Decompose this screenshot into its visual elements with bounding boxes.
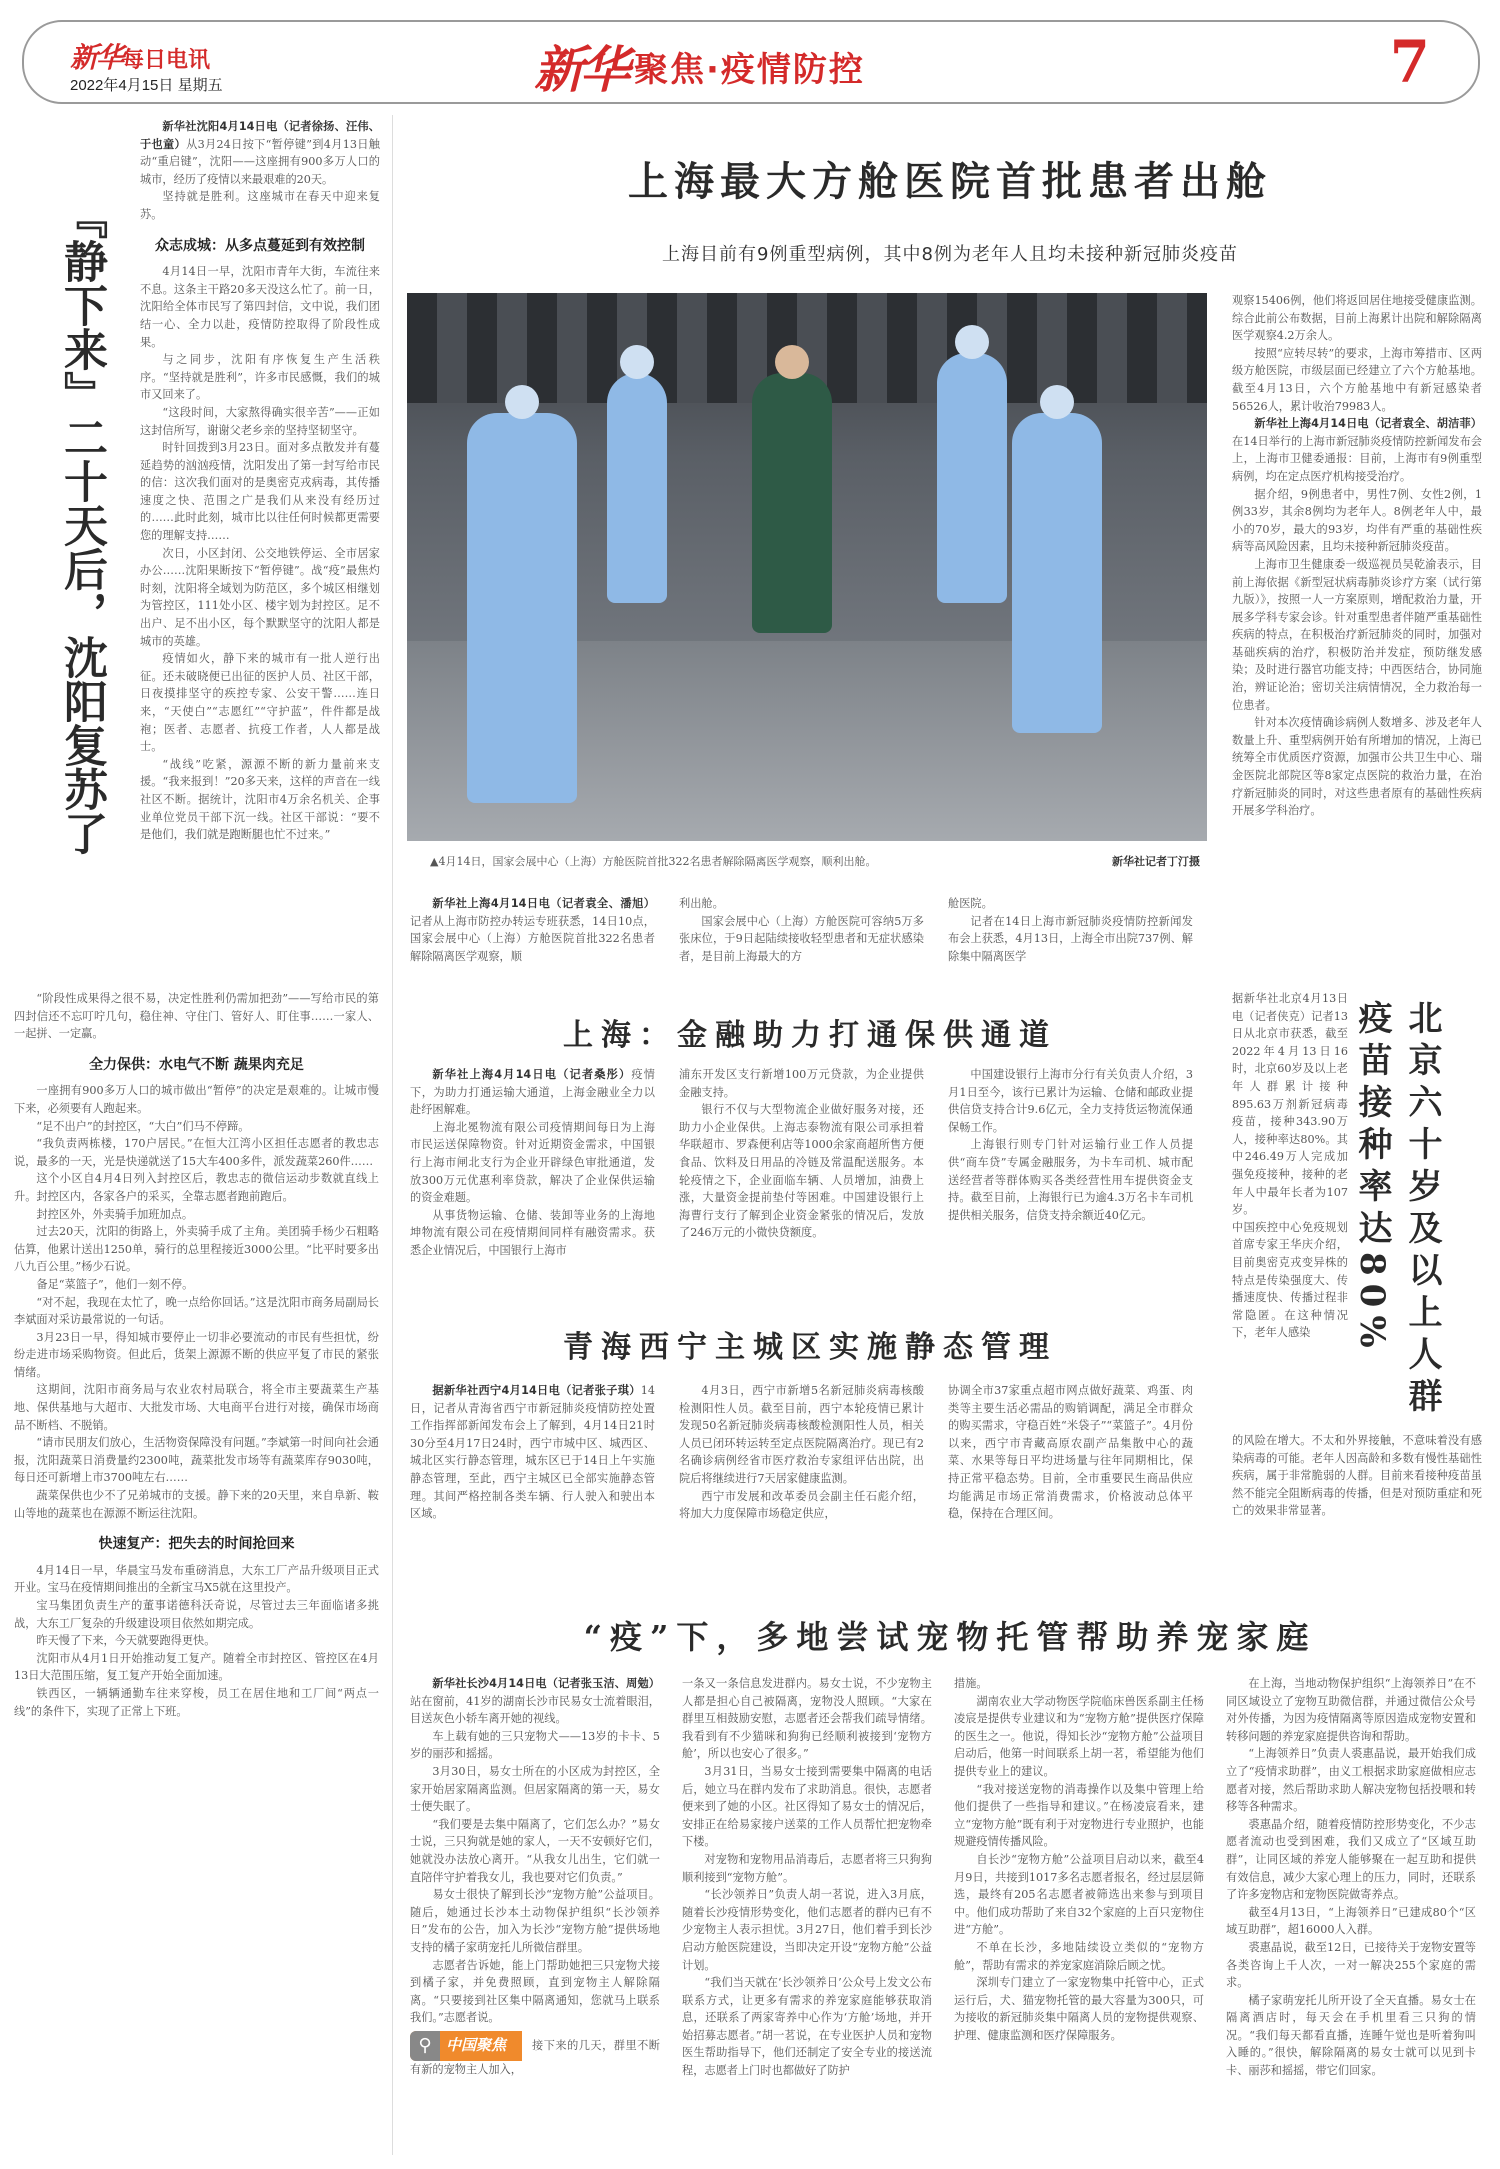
beijing-article-tail: 的风险在增大。不太和外界接触，不意味着没有感染病毒的可能。老年人因高龄和多数有慢性基础性疾病，属于非常脆弱的人群。目前来看接种疫苗虽然不能完全阻断病毒的传播，但是对预防重症和死亡的效果非常显著。 [1232,1434,1482,1518]
xining-article: 据新华社西宁4月14日电（记者张子琪）14日，记者从青海省西宁市新冠肺炎疫情防控处置工作指挥部新闻发布会上了解到，4月14日21时30分至4月17日24时，西宁市城中区、城西区、城北区实行静态管理，城东区已于14日上午实施静态管理，至此，西宁主城区已全部实施静态管理。其间严格控制各类车辆、行人驶入和驶出本区域。 4月3日，西宁市新增5名新冠肺炎病毒核酸检测阳性人员。截至目前，西宁本轮疫情已累计发现50名新冠肺炎病毒核酸检测阳性人员，相关人员已闭环转运转至定点医院隔离治疗。现已有2名确诊病例经省市医疗救治专家组评估出院，出院后将继续进行7天居家健康监测。 西宁市发展和改革委员会副主任石彪介绍，将加大力度保障市场稳定供应， 协调全市37家重点超市网点做好蔬菜、鸡蛋、肉类等主要生活必需品的购销调配，满足全市群众的购买需求，守稳百姓“米袋子”“菜篮子”。4月份以来，西宁市青藏高原农副产品集散中心的蔬菜、水果等每日平均进场量与往年同期相比，保持正常平稳态势。目前，全市重要民生商品供应均能满足市场正常消费需求，价格波动总体平稳，保持在合理区间。 [410,1384,1193,1521]
patient-figure [752,373,832,633]
section-title: 聚焦·疫情防控 [634,49,865,90]
photo-caption: ▲4月14日，国家会展中心（上海）方舱医院首批322名患者解除隔离医学观察，顺利出舱。 新华社记者丁汀摄 [430,855,1200,868]
shenyang-headline: 『静下来』二十天后，沈阳复苏了 [56,195,107,855]
main-subheadline: 上海目前有9例重型病例，其中8例为老年人且均未接种新冠肺炎疫苗 [662,244,1238,265]
section-header [534,30,865,102]
masthead [22,20,1480,104]
subhead-3: 快速复产：把失去的时间抢回来 [98,1536,295,1553]
page-number: 7 [1389,28,1430,96]
pets-article: 新华社长沙4月14日电（记者张玉洁、周勉）站在窗前，41岁的湖南长沙市民易女士流着眼泪，目送灰色小轿车离开她的视线。 车上载有她的三只宠物犬——13岁的卡卡、5岁的丽莎和摇摇。 3月30日，易女士所在的小区成为封控区，全家开始居家隔离监测。但居家隔离的第一天，易女士便失眠了。 “我们要是去集中隔离了，它们怎么办？”易女士说，三只狗就是她的家人，一天不安顿好它们，她就没办法放心离开。“从我女儿出生，它们就一直陪伴守护着我女儿，我也要对它们负责。” 易女士很快了解到长沙“宠物方舱”公益项目。随后，她通过长沙本土动物保护组织“长沙领养日”发布的公告，加入为长沙“宠物方舱”提供场地支持的橘子家萌宠托儿所微信群里。 志愿者告诉她，能上门帮助她把三只宠物犬接到橘子家，并免费照顾，直到宠物主人解除隔离。“只要接到社区集中隔离通知，您就马上联系我们。”志愿者说。 ⚲ 中国聚焦 接下来的几天，群里不断有新的宠物主人加入， 一条又一条信息发进群内。易女士说，不少宠物主人都是担心自己被隔离，宠物没人照顾。“大家在群里互相鼓励安慰，志愿者还会帮我们疏导情绪。我看到有不少猫咪和狗狗已经顺利被接到‘宠物方舱’，所以也安心了很多。” 3月31日，当易女士接到需要集中隔离的电话后，她立马在群内发布了求助消息。很快，志愿者便来到了她的小区。社区得知了易女士的情况后，安排正在给易家接户送菜的工作人员帮忙把宠物牵下楼。 对宠物和宠物用品消毒后，志愿者将三只狗狗顺利接到“宠物方舱”。 “长沙领养日”负责人胡一茗说，进入3月底，随着长沙疫情形势变化，他们志愿者的群内已有不少宠物主人表示担忧。3月27日，他们着手到长沙启动方舱医院建设，当即决定开设“宠物方舱”公益计划。 “我们当天就在‘长沙领养日’公众号上发文公布联系方式，让更多有需求的养宠家庭能够获取消息，还联系了两家寄养中心作为‘方舱’场地，并开始招募志愿者。”胡一茗说，在专业医护人员和宠物医生帮助指导下，他们还制定了安全专业的接送流程，志愿者上门时也都做好了防护 措施。 湖南农业大学动物医学院临床兽医系副主任杨凌宸是提供专业建议和为“宠物方舱”提供医疗保障的医生之一。他说，得知长沙“宠物方舱”公益项目启动后，他第一时间联系上胡一茗，希望能为他们提供专业上的建议。 “我对接送宠物的消毒操作以及集中管理上给他们提供了一些指导和建议。”在杨凌宸看来，建立“宠物方舱”既有利于对宠物进行专业照护，也能规避疫情传播风险。 自长沙“宠物方舱”公益项目启动以来，截至4月9日，共接到1017多名志愿者报名，经过层层筛选，最终有205名志愿者被筛选出来参与到项目中。他们成功帮助了来自32个家庭的上百只宠物住进“方舱”。 不单在长沙，多地陆续设立类似的“宠物方舱”，帮助有需求的养宠家庭消除后顾之忧。 深圳专门建立了一家宠物集中托管中心，正式运行后，犬、猫宠物托管的最大容量为300只，可为接收的新冠肺炎集中隔离人员的宠物提供观察、护理、健康监测和医疗保障服务。 在上海，当地动物保护组织“上海领养日”在不同区域设立了宠物互助微信群，并通过微信公众号对外传播，为因为疫情隔离等原因造成宠物安置和转移问题的养宠家庭提供咨询和帮助。 “上海领养日”负责人裘惠晶说，最开始我们成立了“疫情求助群”，由义工根据求助家庭做相应志愿者对接，然后帮助求助人解决宠物包括投喂和转移等各种需求。 裘惠晶介绍，随着疫情防控形势变化，不少志愿者流动也受到困难，我们又成立了“区域互助群”，让同区域的养宠人能够聚在一起互助和提供有效信息，减少大家心理上的压力，同时，还联系了许多宠物店和宠物医院做寄养点。 截至4月13日，“上海领养日”已建成80个“区域互助群”，超16000人入群。 裘惠晶说，截至12日，已接待关于宠物安置等各类咨询上千人次，一对一解决255个家庭的需求。 橘子家萌宠托儿所开设了全天直播。易女士在隔离酒店时，每天会在手机里看三只狗的情况。“我们每天都看直播，连睡午觉也是听着狗叫入睡的。”很快，解除隔离的易女士就可以见到卡卡、丽莎和摇摇，带它们回家。 [410,1677,1476,2078]
finance-article: 新华社上海4月14日电（记者桑彤）疫情下，为助力打通运输大通道，上海金融业全力以赴纾困解难。 上海北冕物流有限公司疫情期间每日为上海市民运送保障物资。针对近期资金需求，中国银行上海市闸北支行为企业开辟绿色审批通道，发放300万元优惠利率贷款，解决了企业保供运输的资金难题。 从事货物运输、仓储、装卸等业务的上海地坤物流有限公司在疫情期间同样有融资需求。获悉企业情况后，中国银行上海市 浦东开发区支行新增100万元贷款，为企业提供金融支持。 银行不仅与大型物流企业做好服务对接，还助力小企业保供。上海志泰物流有限公司承担着华联超市、罗森便利店等1000余家商超所售方便食品、饮料及日用品的冷链及常温配送服务。本轮疫情之下，企业面临车辆、人员增加，油费上涨，大量资金提前垫付等困难。中国建设银行上海曹行支行了解到企业资金紧张的情况后，发放了246万元的小微快贷额度。 中国建设银行上海市分行有关负责人介绍，3月1日至今，该行已累计为运输、仓储和邮政业提供信贷支持合计9.6亿元，全力支持货运物流保通保畅工作。 上海银行则专门针对运输行业工作人员提供“商车贷”专属金融服务，为卡车司机、城市配送经营者等群体购买各类经营性用车提供资金支持。截至目前，上海银行已为逾4.3万名卡车司机提供相关服务，信贷支持余额近40亿元。 [410,1068,1193,1257]
fangcang-article: 新华社上海4月14日电（记者袁全、潘旭）记者从上海市防控办转运专班获悉，14日10点，国家会展中心（上海）方舱医院首批322名患者解除隔离医学观察，顺 利出舱。 国家会展中心（上海）方舱医院可容纳5万多张床位，于9日起陆续接收轻型患者和无症状感染者，是目前上海最大的方 舱医院。 记者在14日上海市新冠肺炎疫情防控新闻发布会上获悉，4月13日，上海全市出院737例、解除集中隔离医学 [410,897,1193,963]
china-focus-badge: ⚲ 中国聚焦 [410,2031,522,2061]
photo-credit: 新华社记者丁汀摄 [1112,855,1200,868]
search-icon: ⚲ [410,2031,440,2061]
subhead-1: 众志成城：从多点蔓延到有效控制 [155,237,365,254]
brand-logo: 新华 [70,41,123,74]
news-photo [407,293,1207,841]
dateline: 新华社沈阳4月14日电（记者徐扬、汪伟、于也童） [140,120,380,151]
issue-date: 2022年4月15日 星期五 [70,77,223,94]
main-headline: 上海最大方舱医院首批患者出舱 [628,158,1272,205]
finance-headline: 上海：金融助力打通保供通道 [563,1018,1057,1053]
section-logo: 新华 [534,40,626,99]
fangcang-article-right: 观察15406例，他们将返回居住地接受健康监测。综合此前公布数据，目前上海累计出院和解除隔离医学观察4.2万余人。 按照“应转尽转”的要求，上海市筹措市、区两级方舱医院，市级层面已经建立了六个方舱基地。截至4月13日，六个方舱基地中有新冠感染者56526人，累计收治79983人。 新华社上海4月14日电（记者袁全、胡洁菲）在14日举行的上海市新冠肺炎疫情防控新闻发布会上，上海市卫健委通报：目前，上海市有9例重型病例，均在定点医疗机构接受治疗。 据介绍，9例患者中，男性7例、女性2例，1例33岁，其余8例均为老年人。8例老年人中，最小的70岁，最大的93岁，均伴有严重的基础性疾病等高风险因素，且均未接种新冠肺炎疫苗。 上海市卫生健康委一级巡视员吴乾渝表示，目前上海依据《新型冠状病毒肺炎诊疗方案（试行第九版）》，按照一人一方案原则，增配救治力量，开展多学科专家会诊。针对重型患者伴随严重基础性疾病的特点，在积极治疗新冠肺炎的同时，加强对基础疾病的治疗，积极防治并发症，预防继发感染；及时进行器官功能支持；中西医结合，协同施治，辨证论治；密切关注病情情况，全力救治每一位患者。 针对本次疫情确诊病例人数增多、涉及老年人数量上升、重型病例开始有所增加的情况，上海已统筹全市优质医疗资源，加强市公共卫生中心、瑞金医院北部院区等8家定点医院的救治力量，在治疗新冠肺炎的同时，对这些患者原有的基础性疾病开展多学科治疗。 [1232,294,1482,818]
medical-worker-figure [937,353,1007,603]
medical-worker-figure [467,413,577,803]
newspaper-brand [70,36,210,76]
beijing-article: 据新华社北京4月13日电（记者侠克）记者13日从北京市获悉，截至2022年4月13日16时，北京60岁及以上老年人群累计接种895.63万剂新冠病毒疫苗，接种343.90万人，接种率达80%。其中246.49万人完成加强免疫接种，接种的老年人中最年长者为107岁。 中国疾控中心免疫规划首席专家王华庆介绍，目前奥密克戎变异株的特点是传染强度大、传播速度快、传播过程非常隐匿。在这种情况下，老年人感染 [1232,992,1348,1340]
beijing-headline: 北京六十岁及以上人群 疫苗接种率达80% [1352,1000,1442,1420]
pets-headline: “疫”下，多地尝试宠物托管帮助养宠家庭 [583,1618,1317,1656]
medical-worker-figure [607,373,667,603]
medical-worker-figure [1012,413,1102,733]
brand-name: 每日电讯 [122,48,211,73]
shenyang-article-top: 新华社沈阳4月14日电（记者徐扬、汪伟、于也童）从3月24日按下“暂停键”到4月13日触动“重启键”，沈阳——这座拥有900多万人口的城市，经历了疫情以来最艰难的20天。 坚持就是胜利。这座城市在春天中迎来复苏。 众志成城：从多点蔓延到有效控制 4月14日一早，沈阳市青年大街，车流往来不息。这条主干路20多天没这么忙了。前一日，沈阳给全体市民写了第四封信，文中说，我们团结一心、全力以赴，疫情防控取得了阶段性成果。 与之同步，沈阳有序恢复生产生活秩序。“坚持就是胜利”，许多市民感慨，我们的城市又回来了。 “这段时间，大家熬得确实很辛苦”——正如这封信所写，谢谢父老乡亲的坚持坚韧坚守。 时针回拨到3月23日。面对多点散发并有蔓延趋势的汹汹疫情，沈阳发出了第一封写给市民的信：这次我们面对的是奥密克戎病毒，其传播速度之快、范围之广是我们从来没有经历过的……此时此刻，城市比以往任何时候都更需要您的理解支持…… 次日，小区封闭、公交地铁停运、全市居家办公……沈阳果断按下“暂停键”。战“疫”最焦灼时刻，沈阳将全域划为防范区，多个城区相继划为管控区，111处小区、楼宇划为封控区。足不出户、足不出小区，每个默默坚守的沈阳人都是城市的英雄。 疫情如火，静下来的城市有一批人逆行出征。还未破晓便已出征的医护人员、社区干部，日夜摸排坚守的疾控专家、公安干警……连日来，“天使白”“志愿红”“守护蓝”，件件都是战袍；医者、志愿者、抗疫工作者，人人都是战士。 “战线”吃紧，源源不断的新力量前来支援。“我来报到！”20多天来，这样的声音在一线社区不断。据统计，沈阳市4万余名机关、企事业单位党员干部下沉一线。社区干部说：“要不是他们，我们就是跑断腿也忙不过来。” [140,120,380,842]
column-divider [392,115,393,2155]
shenyang-article-bottom: “阶段性成果得之很不易，决定性胜利仍需加把劲”——写给市民的第四封信还不忘叮咛几句，稳住神、守住门、管好人、盯住事……一家人、一起拼、一定赢。 全力保供：水电气不断 蔬果肉充足 一座拥有900多万人口的城市做出“暂停”的决定是艰难的。让城市慢下来，必须要有人跑起来。 “足不出户”的封控区，“大白”们马不停蹄。 “我负责两栋楼，170户居民。”在恒大江湾小区担任志愿者的教忠志说，最多的一天，光是快递就送了15大车400多件，派发蔬菜260件…… 这个小区自4月4日列入封控区后，教忠志的微信运动步数就直线上升。封控区内，各家各户的采买，全靠志愿者跑前跑后。 封控区外，外卖骑手加班加点。 过去20天，沈阳的街路上，外卖骑手成了主角。美团骑手杨少石粗略估算，他累计送出1250单，骑行的总里程接近3000公里。“比平时要多出八九百公里。”杨少石说。 备足“菜篮子”，他们一刻不停。 “对不起，我现在太忙了，晚一点给你回话。”这是沈阳市商务局副局长李斌面对采访最常说的一句话。 3月23日一早，得知城市要停止一切非必要流动的市民有些担忧，纷纷走进市场采购物资。但此后，货架上源源不断的供应平复了市民的紧张情绪。 这期间，沈阳市商务局与农业农村局联合，将全市主要蔬菜生产基地、保供基地与大超市、大批发市场、大电商平台进行对接，确保市场商品不断档、不脱销。 “请市民朋友们放心，生活物资保障没有问题。”李斌第一时间向社会通报，沈阳蔬菜日消费量约2300吨，蔬菜批发市场等有蔬菜库存9030吨，每日还可新增上市3700吨左右…… 蔬菜保供也少不了兄弟城市的支援。静下来的20天里，来自阜新、鞍山等地的蔬菜也在源源不断运往沈阳。 快速复产：把失去的时间抢回来 4月14日一早，华晨宝马发布重磅消息，大东工厂产品升级项目正式开业。宝马在疫情期间推出的全新宝马X5就在这里投产。 宝马集团负责生产的董事诺德科沃奇说，尽管过去三年面临诸多挑战，大东工厂复杂的升级建设项目依然如期完成。 昨天慢了下来，今天就要跑得更快。 沈阳市从4月1日开始推动复工复产。随着全市封控区、管控区在4月13日大范围压缩，复工复产开始全面加速。 铁西区，一辆辆通勤车往来穿梭，员工在居住地和工厂间“两点一线”的条件下，实现了正常上下班。 [14,992,379,1718]
subhead-2: 全力保供：水电气不断 蔬果肉充足 [89,1056,304,1073]
xining-headline: 青海西宁主城区实施静态管理 [563,1330,1057,1365]
